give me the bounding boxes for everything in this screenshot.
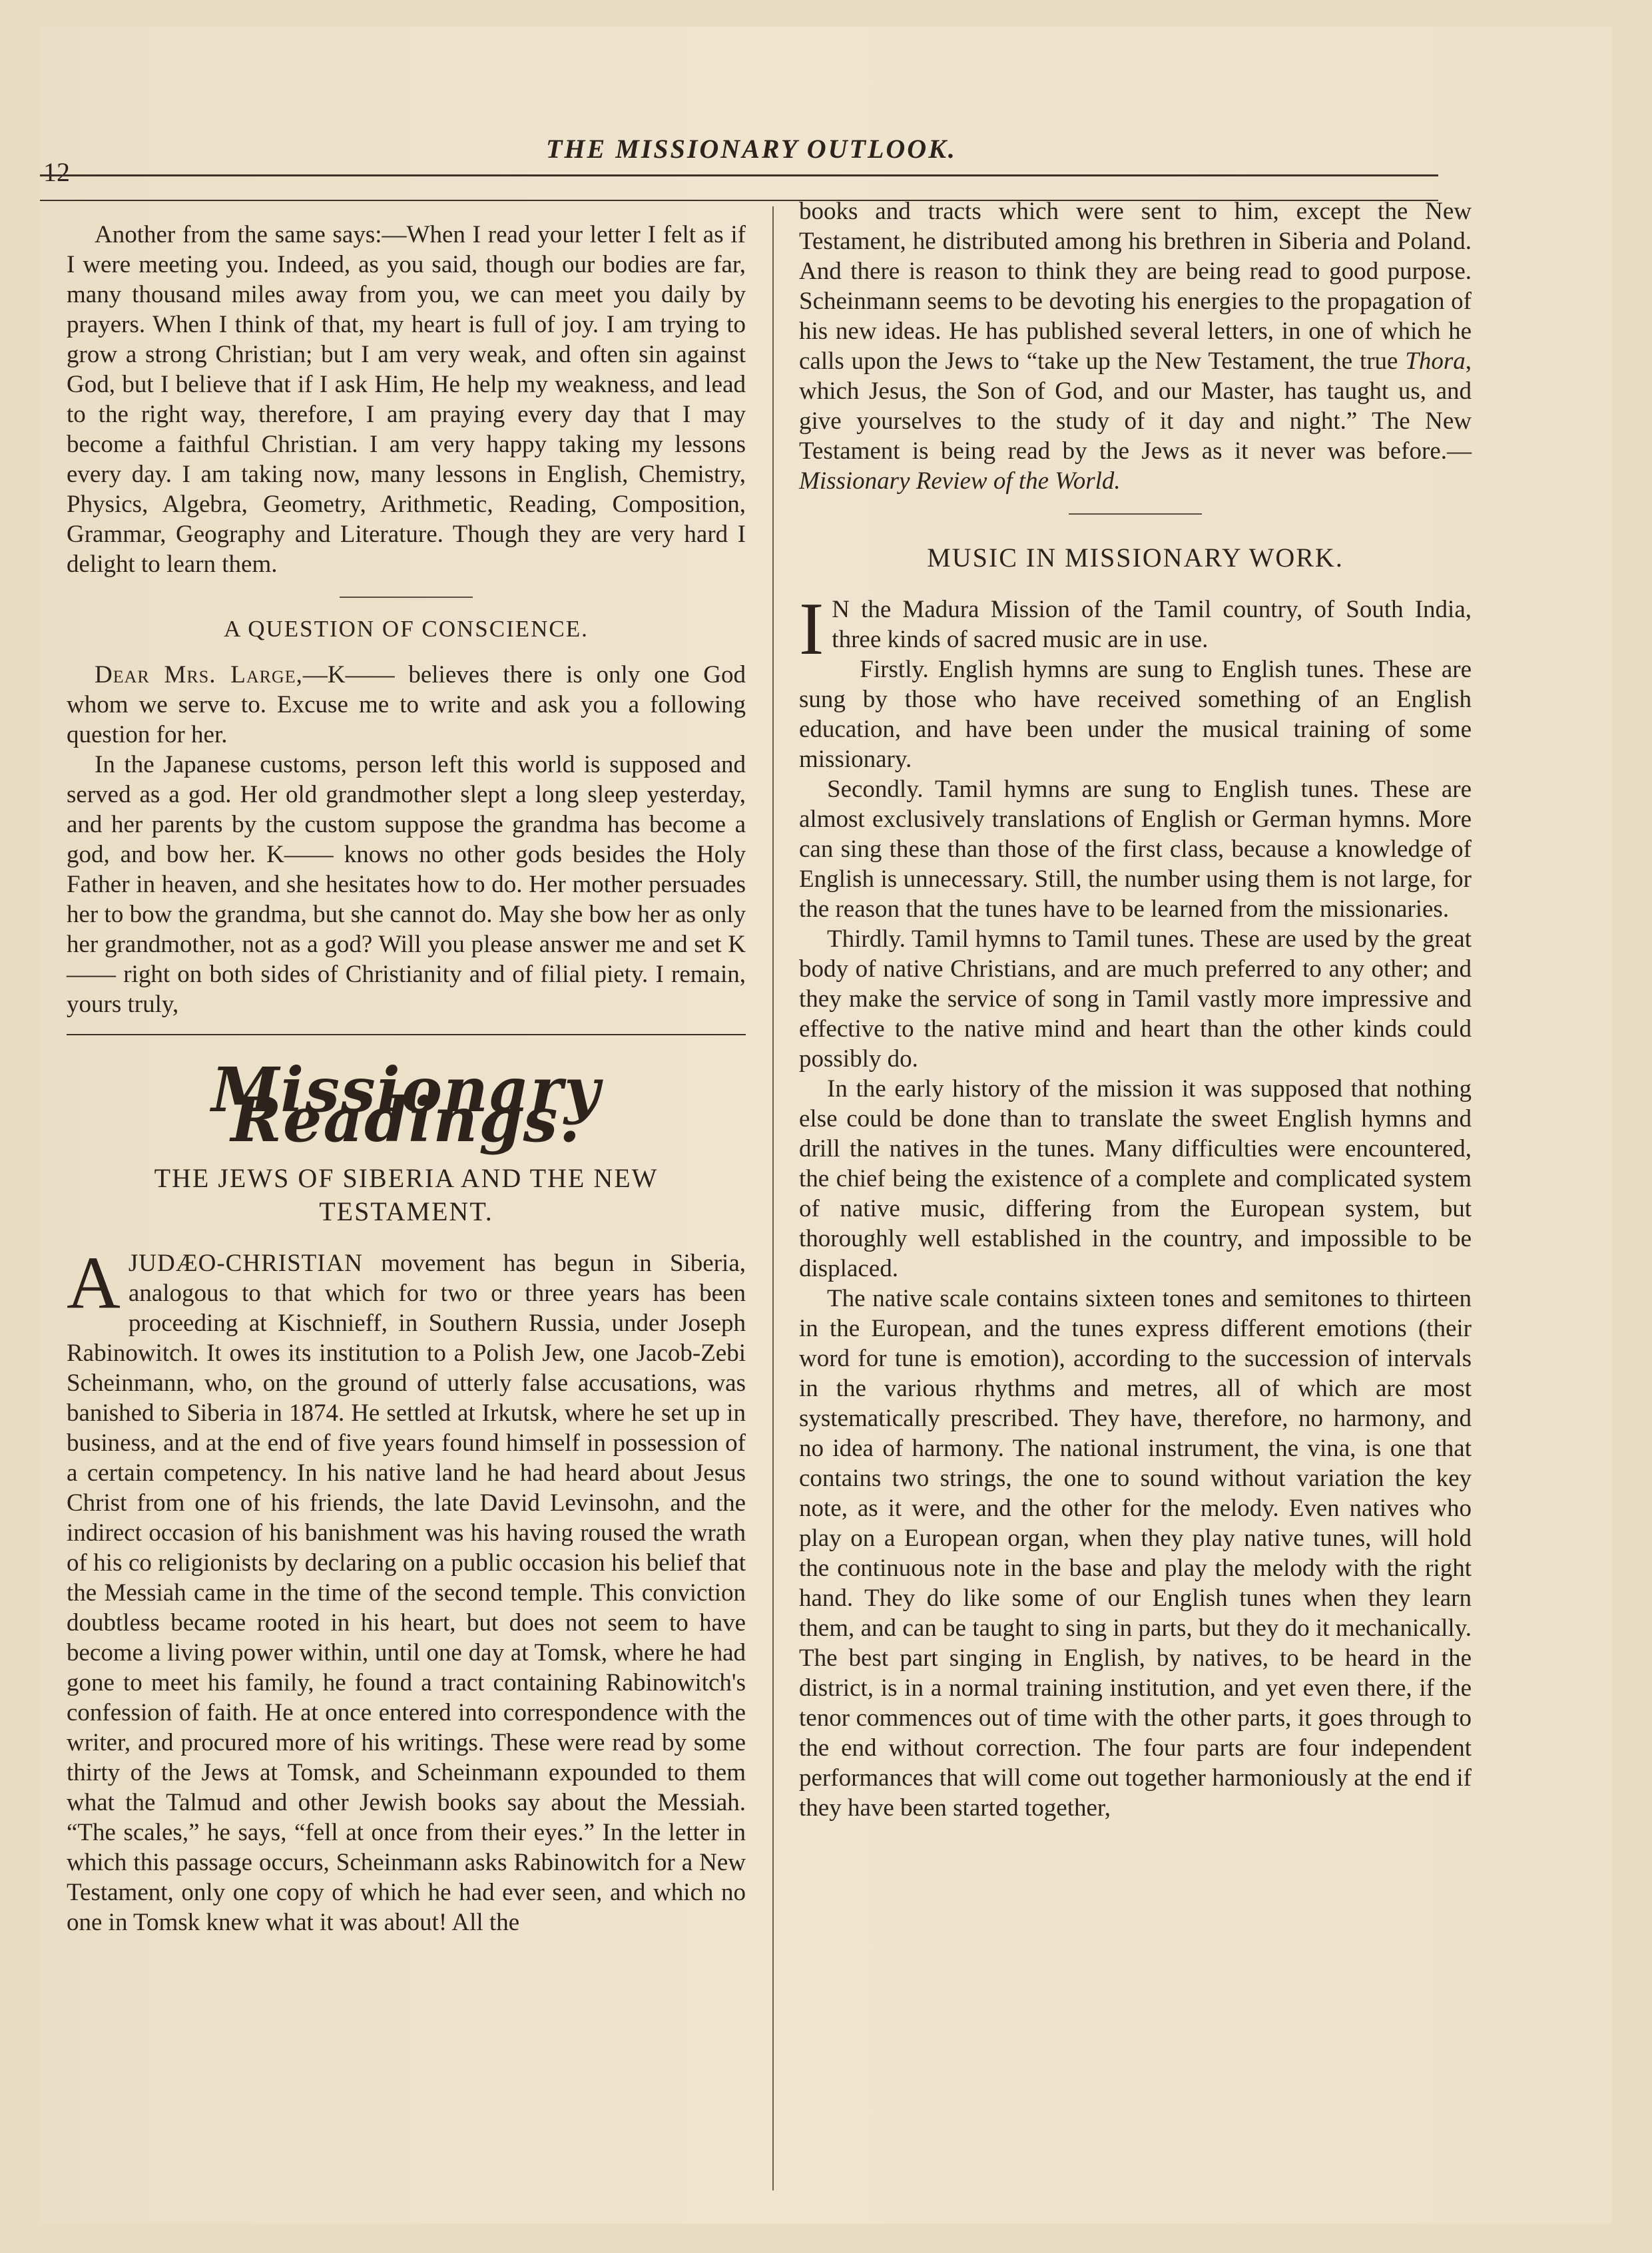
music-paragraph-1: [799, 588, 1472, 670]
jews-source: Missionary Review of the World.: [799, 467, 1121, 495]
jews-lead: JUDÆO-CHRISTIAN: [128, 1250, 364, 1277]
question-paragraph-1: [67, 660, 746, 750]
masthead-rule: [67, 1034, 746, 1035]
running-title: THE MISSIONARY OUTLOOK.: [546, 134, 957, 164]
column-divider: [772, 206, 774, 2190]
music-paragraph-4: Thirdly. Tamil hymns to Tamil tunes. These are used by the great body of native Christians, and are much preferred to any other; and they make the service of song in Tamil vastly more impressive and effective to the native mind and heart than the other kinds could possibly do.: [799, 925, 1472, 1073]
jews-cont-b: , which Jesus, the Son of God, and our Master, has taught us, and give yourselves to the study of it day and night.” The New Testament is being read by the Jews as it never was before.—: [799, 348, 1472, 465]
jews-cont-a: books and tracts which were sent to him, except the New Testament, he distributed among his brethren in Siberia and Poland. And there is reason to think they are being read to good purpose. Scheinmann seems to be devoting his energies to the propagation of his new ideas. He has published several letters, in one of which he calls upon the Jews to “take up the New Testament, the true: [799, 198, 1472, 375]
left-column: [67, 220, 746, 1937]
music-paragraph-6: The native scale contains sixteen tones and semitones to thirteen in the European, and the tunes express different emotions (their word for tune is emotion), according to the succession of intervals in the various rhythms and metres, all of which are most systematically prescribed. They have, therefore, no harmony, and no idea of harmony. The national instrument, the vina, is one that contains two strings, the one to sound without variation the key note, as it were, and the other for the melody. Even natives who play on a European organ, when they play native tunes, will hold the continuous note in the base and play the melody with the right hand. They do like some of our English tunes when they learn them, and can be taught to sing in parts, but they do it mechanically. The best part singing in English, by natives, to be heard in the district, is in a normal training institution, and yet even there, if the tenor commences out of time with the other parts, it goes through to the end without correction. The four parts are four independent performances that will come out together harmoniously at the end if they have been started together,: [799, 1285, 1472, 1822]
music-paragraph-5: In the early history of the mission it was supposed that nothing else could be done than to translate the sweet English hymns and drill the natives in the tunes. Many difficulties were encountered, the chief being the existence of a complete and complicated system of native music, differing from the European system, but thoroughly well established in the country, and impossible to be displaced.: [799, 1075, 1472, 1282]
right-column: [799, 196, 1472, 1823]
jews-text: movement has begun in Siberia, analogous to that which for two or three years has been proceeding at Kischnieff, in Southern Russia, under Joseph Rabinowitch. It owes its institution to a Polish Jew, one Jacob-Zebi Scheinmann, who, on the ground of utterly false accusations, was banished to Siberia in 1874. He settled at Irkutsk, where he set up in business, and at the end of five years found himself in possession of a certain competency. In his native land he had heard about Jesus Christ from one of his friends, the late David Levinsohn, and the indirect occasion of his banishment was his having roused the wrath of his co religionists by declaring on a public occasion his belief that the Messiah came in the time of the second temple. This conviction doubtless became rooted in his heart, but does not seem to have become a living power within, until one day at Tomsk, where he had gone to meet his family, he found a tract containing Rabinowitch's confession of faith. He at once entered into correspondence with the writer, and procured more of his writings. These were read by some thirty of the Jews at Tomsk, and Scheinmann expounded to them what the Talmud and other Jewish books say about the Messiah. “The scales,” he says, “fell at once from their eyes.” In the letter in which this passage occurs, Scheinmann asks Rabinowitch for a New Testament, only one copy of which he had ever seen, and which no one in Tomsk knew what it was about! All the: [67, 1250, 746, 1936]
question-paragraph-2: In the Japanese customs, person left this world is supposed and served as a god. Her old grandmother slept a long sleep yesterday, and her parents by the custom suppose the grandma has become a god, and bow her. K—— knows no other gods besides the Holy Father in heaven, and she hesitates how to do. Her mother persuades her to bow the grandma, but she cannot do. May she bow her as only her grandmother, not as a god? Will you please answer me and set K—— right on both sides of Christianity and of filial piety. I remain, yours truly,: [67, 751, 746, 1018]
page-number: 12: [43, 157, 70, 187]
jews-continuation: [799, 196, 1472, 496]
music-title: MUSIC IN MISSIONARY WORK.: [927, 543, 1344, 573]
jews-dropcap: A: [67, 1242, 121, 1324]
music-dropcap: I: [799, 588, 824, 670]
salutation: Dear Mrs. Large,: [95, 661, 303, 688]
section-divider: [340, 597, 473, 598]
music-paragraph-2: Firstly. English hymns are sung to English tunes. These are sung by those who have received something of an English education, and have been under the musical training of some missionary.: [799, 656, 1472, 773]
letter-paragraph: Another from the same says:—When I read your letter I felt as if I were meeting you. Indeed, as you said, though our bodies are far, many thousand miles away from you, we can meet you daily by prayers. When I think of that, my heart is full of joy. I am trying to grow a strong Christian; but I am very weak, and often sin against God, but I believe that if I ask Him, He help my weakness, and lead to the right way, therefore, I am praying every day that I may become a faithful Christian. I am very happy taking my lessons every day. I am taking now, many lessons in English, Chemistry, Physics, Algebra, Geometry, Arithmetic, Reading, Composition, Grammar, Geography and Literature. Though they are very hard I delight to learn them.: [67, 221, 746, 578]
section-divider-right: [1069, 513, 1202, 515]
question-paragraph-1-text: —K—— believes there is only one God whom we serve to. Excuse me to write and ask you a following question for her.: [67, 661, 746, 748]
question-title: A QUESTION OF CONSCIENCE.: [224, 616, 589, 642]
jews-paragraph: [67, 1242, 746, 1937]
jews-title: THE JEWS OF SIBERIA AND THE NEW TESTAMENT.: [154, 1163, 659, 1226]
header-rule: [40, 174, 1438, 176]
music-paragraph-3: Secondly. Tamil hymns are sung to English tunes. These are almost exclusively translations of English or German hymns. More can sing these than those of the first class, because a knowledge of English is unnecessary. Still, the number using them is not large, for the reason that the tunes have to be learned from the missionaries.: [799, 776, 1472, 923]
masthead: Missionary Readings.: [211, 1054, 601, 1156]
music-paragraph-1-text: N the Madura Mission of the Tamil country, of South India, three kinds of sacred music are in use.: [832, 596, 1472, 653]
jews-cont-thora: Thora: [1405, 348, 1466, 375]
